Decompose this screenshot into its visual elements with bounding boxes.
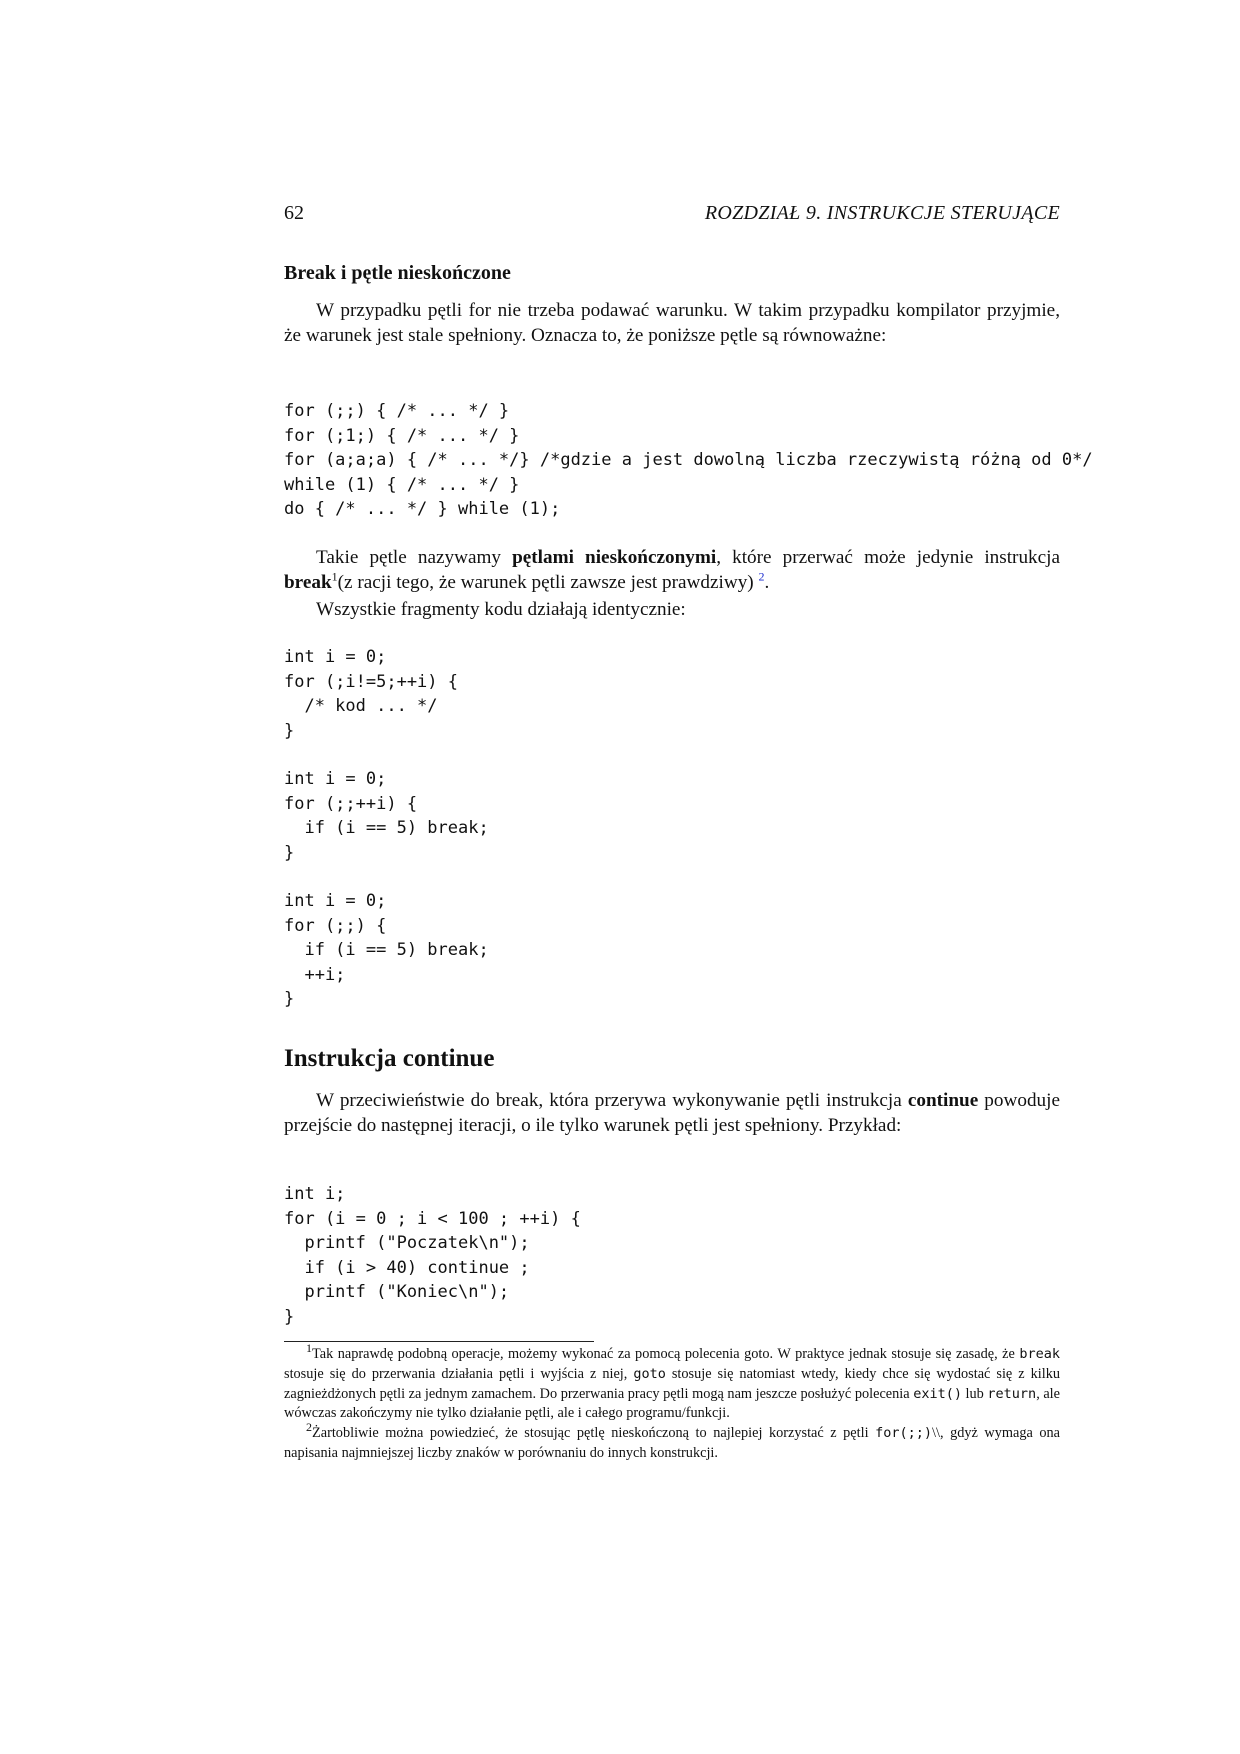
text: \\, gdyż wymaga ona napisania najmniejszej liczby znaków w porównaniu do innych konstrukcji. — [284, 1425, 1061, 1461]
footnote-mark: 2 — [306, 1420, 312, 1435]
page-header — [284, 202, 1060, 230]
code-block-infinite-loops: for (;;) { /* ... */ } for (;1;) { /* ... */ } for (a;a;a) { /* ... */} /*gdzie a jest dowolną liczba rzeczywistą różną od 0*/ while (1) { /* ... */ } do { /* ... */ } while (1); — [284, 401, 1093, 520]
section-heading-break: Break i pętle nieskończone — [284, 262, 511, 284]
code-term: goto — [633, 1365, 666, 1382]
text: stosuje się do przerwania działania pętli i wyjścia z niej, — [284, 1365, 634, 1382]
bold-term: continue — [907, 1090, 979, 1111]
text: Tak naprawdę podobną operacje, możemy wykonać za pomocą polecenia goto. W praktyce jednak stosuje się zasadę, że — [312, 1346, 1020, 1362]
section-heading-continue: Instrukcja continue — [284, 1045, 495, 1072]
text: Żartobliwie można powiedzieć, że stosując pętlę nieskończoną to najlepiej korzystać z pętli — [312, 1425, 876, 1442]
paragraph-infinite-loops — [284, 545, 1060, 595]
text: W przeciwieństwie do break, która przerywa wykonywanie pętli instrukcja — [316, 1090, 908, 1111]
code-block-continue: int i; for (i = 0 ; i < 100 ; ++i) { printf ("Poczatek\n"); if (i > 40) continue ; printf ("Koniec\n"); } — [284, 1184, 581, 1327]
code-block-example-1: int i = 0; for (;i!=5;++i) { /* kod ... */ } — [284, 647, 458, 741]
page-number: 62 — [284, 202, 304, 224]
footnote-mark: 1 — [306, 1341, 312, 1356]
footnote-ref-2[interactable]: 2 — [758, 569, 765, 584]
text: powoduje przejście do następnej iteracji, o ile tylko warunek pętli jest spełniony. Przykład: — [284, 1090, 1060, 1136]
text: lub — [961, 1385, 988, 1402]
footnote-2 — [284, 1420, 1061, 1464]
footnotes — [284, 1341, 1061, 1464]
footnote-ref-1[interactable]: 1 — [331, 569, 338, 584]
text: (z racji tego, że warunek pętli zawsze jest prawdziwy) — [337, 572, 759, 593]
code-term: break — [1019, 1346, 1060, 1362]
code-block-example-3: int i = 0; for (;;) { if (i == 5) break; ++i; } — [284, 891, 489, 1010]
bold-term: pętlami nieskończonymi — [512, 547, 717, 568]
text: , ale wówczas zakończymy nie tylko działanie pętli, ale i całego programu/funkcji. — [284, 1385, 1061, 1422]
code-term: return — [987, 1385, 1037, 1402]
code-term: exit() — [913, 1385, 962, 1402]
bold-term: break — [284, 572, 332, 593]
text: . — [764, 572, 770, 593]
footnote-rule — [284, 1341, 594, 1342]
code-term: for(;;) — [875, 1425, 933, 1442]
code-block-example-2: int i = 0; for (;;++i) { if (i == 5) break; } — [284, 769, 489, 863]
paragraph-intro: W przypadku pętli for nie trzeba podawać warunku. W takim przypadku kompilator przyjmie, że warunek jest stale spełniony. Oznacza to, że poniższe pętle są równoważne: — [284, 300, 1060, 346]
text: Takie pętle nazywamy — [316, 547, 513, 568]
footnote-1 — [284, 1341, 1061, 1424]
paragraph-identical: Wszystkie fragmenty kodu działają identycznie: — [316, 599, 686, 620]
text: stosuje się natomiast wtedy, kiedy chce się wydostać się z kilku zagnieżdżonych pętli za jednym zamachem. Do przerwania pracy pętli mogą nam jeszcze posłużyć polecenia — [284, 1365, 1060, 1402]
paragraph-continue — [284, 1088, 1060, 1138]
text: , które przerwać może jedynie instrukcja — [716, 547, 1060, 568]
running-head: ROZDZIAŁ 9. INSTRUKCJE STERUJĄCE — [704, 202, 1060, 224]
